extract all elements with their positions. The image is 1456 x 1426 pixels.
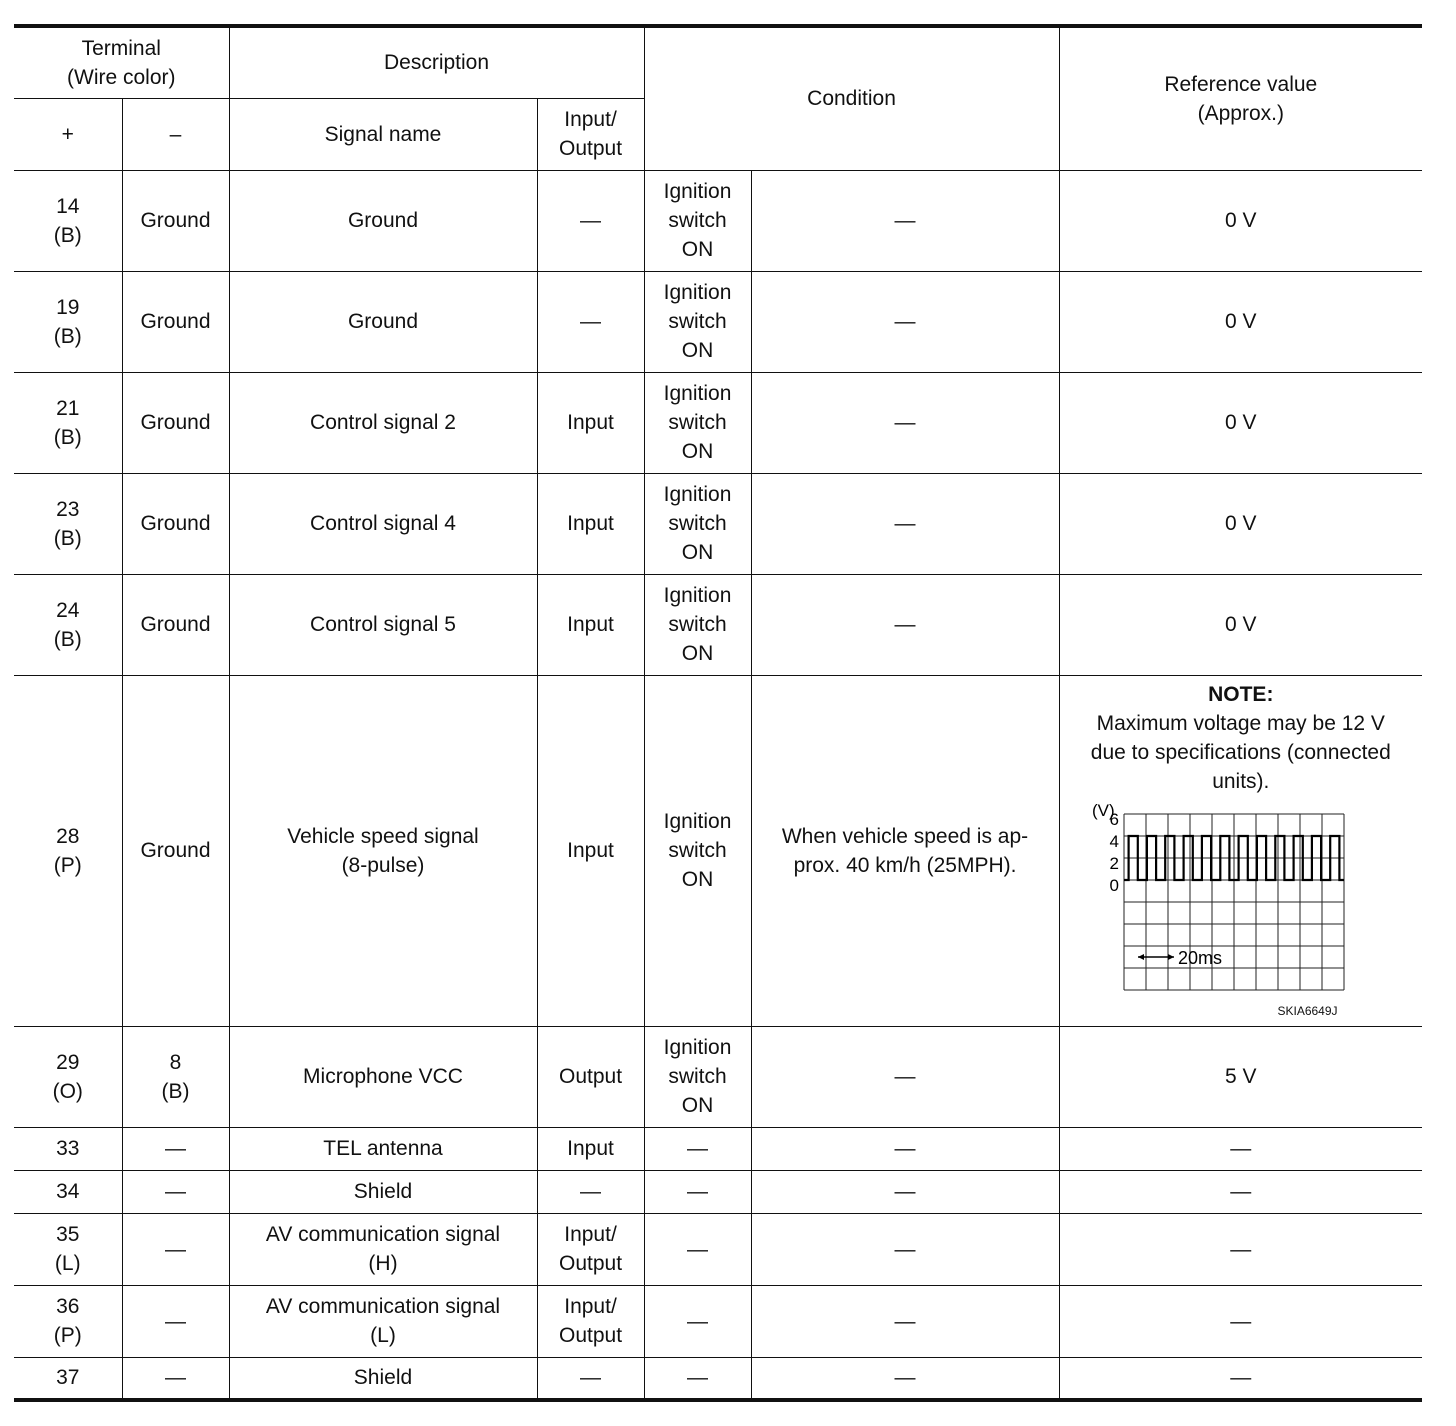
signal-name-cell: AV communication signal (L) bbox=[229, 1285, 537, 1357]
signal-name-header: Signal name bbox=[229, 98, 537, 170]
plus-terminal-cell: 34 bbox=[14, 1170, 122, 1213]
plus-terminal-cell: 14 (B) bbox=[14, 170, 122, 271]
signal-name-cell: Vehicle speed signal (8-pulse) bbox=[229, 675, 537, 1026]
minus-terminal-cell: — bbox=[122, 1213, 229, 1285]
input-output-cell: — bbox=[537, 170, 644, 271]
condition-cell: — bbox=[644, 1170, 751, 1213]
signal-name-cell: Ground bbox=[229, 271, 537, 372]
table-row bbox=[14, 1213, 1422, 1285]
description-header: Description bbox=[229, 26, 644, 98]
table-row bbox=[14, 271, 1422, 372]
arrow-head-icon bbox=[1138, 954, 1144, 960]
reference-value-cell: 0 V bbox=[1059, 574, 1422, 675]
input-output-cell: Input bbox=[537, 574, 644, 675]
reference-value-cell: — bbox=[1059, 1213, 1422, 1285]
plus-terminal-cell: 37 bbox=[14, 1357, 122, 1400]
condition-detail-cell: — bbox=[751, 170, 1059, 271]
condition-detail-cell: — bbox=[751, 1213, 1059, 1285]
plus-terminal-cell: 33 bbox=[14, 1127, 122, 1170]
reference-value-cell: 0 V bbox=[1059, 473, 1422, 574]
signal-name-cell: TEL antenna bbox=[229, 1127, 537, 1170]
minus-terminal-cell: Ground bbox=[122, 271, 229, 372]
input-output-cell: Input bbox=[537, 675, 644, 1026]
table-row bbox=[14, 170, 1422, 271]
signal-name-cell: Ground bbox=[229, 170, 537, 271]
input-output-header: Input/ Output bbox=[537, 98, 644, 170]
minus-terminal-header: – bbox=[122, 98, 229, 170]
input-output-cell: Input/ Output bbox=[537, 1285, 644, 1357]
note-text: due to specifications (connected bbox=[1090, 740, 1391, 764]
input-output-cell: — bbox=[537, 271, 644, 372]
condition-cell: Ignition switch ON bbox=[644, 675, 751, 1026]
condition-detail-cell: — bbox=[751, 574, 1059, 675]
plus-terminal-cell: 23 (B) bbox=[14, 473, 122, 574]
condition-detail-cell: — bbox=[751, 1026, 1059, 1127]
minus-terminal-cell: Ground bbox=[122, 574, 229, 675]
plus-terminal-cell: 36 (P) bbox=[14, 1285, 122, 1357]
condition-cell: Ignition switch ON bbox=[644, 170, 751, 271]
reference-value-cell bbox=[1059, 675, 1422, 1026]
signal-name-cell: Control signal 5 bbox=[229, 574, 537, 675]
signal-name-cell: Microphone VCC bbox=[229, 1026, 537, 1127]
minus-terminal-cell: Ground bbox=[122, 473, 229, 574]
condition-cell: — bbox=[644, 1357, 751, 1400]
minus-terminal-cell: — bbox=[122, 1285, 229, 1357]
note-text: units). bbox=[1212, 769, 1270, 793]
input-output-cell: — bbox=[537, 1357, 644, 1400]
reference-value-cell: — bbox=[1059, 1127, 1422, 1170]
condition-cell: — bbox=[644, 1213, 751, 1285]
y-tick-label: 0 bbox=[1109, 875, 1119, 895]
signal-name-cell: AV communication signal (H) bbox=[229, 1213, 537, 1285]
table-row bbox=[14, 473, 1422, 574]
axis-unit-label: (V) bbox=[1091, 801, 1115, 820]
table-row bbox=[14, 372, 1422, 473]
table-row bbox=[14, 1170, 1422, 1213]
minus-terminal-cell: — bbox=[122, 1357, 229, 1400]
time-scale-label: 20ms bbox=[1177, 947, 1222, 968]
waveform-figure bbox=[1066, 802, 1366, 1022]
table-row bbox=[14, 1357, 1422, 1400]
y-tick-label: 2 bbox=[1109, 853, 1119, 873]
minus-terminal-cell: Ground bbox=[122, 170, 229, 271]
condition-detail-cell: — bbox=[751, 1127, 1059, 1170]
reference-value-cell: — bbox=[1059, 1285, 1422, 1357]
table-row bbox=[14, 1285, 1422, 1357]
terminal-header: Terminal (Wire color) bbox=[14, 26, 229, 98]
condition-cell: — bbox=[644, 1285, 751, 1357]
minus-terminal-cell: Ground bbox=[122, 675, 229, 1026]
condition-cell: — bbox=[644, 1127, 751, 1170]
signal-name-cell: Control signal 4 bbox=[229, 473, 537, 574]
waveform-chart bbox=[1066, 802, 1366, 1022]
arrow-head-icon bbox=[1168, 954, 1174, 960]
input-output-cell: Input/ Output bbox=[537, 1213, 644, 1285]
condition-detail-cell: — bbox=[751, 1285, 1059, 1357]
condition-detail-cell: — bbox=[751, 1170, 1059, 1213]
condition-cell: Ignition switch ON bbox=[644, 372, 751, 473]
reference-value-cell: 5 V bbox=[1059, 1026, 1422, 1127]
note-title: NOTE: bbox=[1208, 682, 1274, 706]
minus-terminal-cell: — bbox=[122, 1127, 229, 1170]
signal-name-cell: Control signal 2 bbox=[229, 372, 537, 473]
plus-terminal-cell: 29 (O) bbox=[14, 1026, 122, 1127]
plus-terminal-cell: 24 (B) bbox=[14, 574, 122, 675]
condition-detail-cell: — bbox=[751, 1357, 1059, 1400]
y-tick-label: 4 bbox=[1109, 831, 1119, 851]
signal-name-cell: Shield bbox=[229, 1170, 537, 1213]
table-row bbox=[14, 675, 1422, 1026]
note-text: Maximum voltage may be 12 V bbox=[1096, 711, 1385, 735]
table-body bbox=[14, 170, 1422, 1400]
minus-terminal-cell: — bbox=[122, 1170, 229, 1213]
plus-terminal-cell: 21 (B) bbox=[14, 372, 122, 473]
figure-code: SKIA6649J bbox=[1277, 1003, 1338, 1018]
plus-terminal-header: + bbox=[14, 98, 122, 170]
y-tick-label: 6 bbox=[1109, 809, 1119, 829]
condition-detail-cell: — bbox=[751, 473, 1059, 574]
plus-terminal-cell: 35 (L) bbox=[14, 1213, 122, 1285]
condition-cell: Ignition switch ON bbox=[644, 473, 751, 574]
table-row bbox=[14, 1127, 1422, 1170]
plus-terminal-cell: 19 (B) bbox=[14, 271, 122, 372]
condition-detail-cell: When vehicle speed is ap- prox. 40 km/h (25MPH). bbox=[751, 675, 1059, 1026]
reference-value-cell: — bbox=[1059, 1170, 1422, 1213]
input-output-cell: — bbox=[537, 1170, 644, 1213]
reference-header: Reference value (Approx.) bbox=[1059, 26, 1422, 170]
signal-name-cell: Shield bbox=[229, 1357, 537, 1400]
terminal-spec-table bbox=[14, 24, 1422, 1402]
condition-detail-cell: — bbox=[751, 271, 1059, 372]
reference-value-cell: 0 V bbox=[1059, 372, 1422, 473]
input-output-cell: Input bbox=[537, 473, 644, 574]
condition-detail-cell: — bbox=[751, 372, 1059, 473]
minus-terminal-cell: Ground bbox=[122, 372, 229, 473]
condition-cell: Ignition switch ON bbox=[644, 1026, 751, 1127]
table-row bbox=[14, 1026, 1422, 1127]
reference-value-cell: — bbox=[1059, 1357, 1422, 1400]
input-output-cell: Input bbox=[537, 1127, 644, 1170]
table-row bbox=[14, 574, 1422, 675]
plus-terminal-cell: 28 (P) bbox=[14, 675, 122, 1026]
condition-cell: Ignition switch ON bbox=[644, 271, 751, 372]
input-output-cell: Input bbox=[537, 372, 644, 473]
minus-terminal-cell: 8 (B) bbox=[122, 1026, 229, 1127]
condition-header: Condition bbox=[644, 26, 1059, 170]
input-output-cell: Output bbox=[537, 1026, 644, 1127]
reference-value-cell: 0 V bbox=[1059, 271, 1422, 372]
reference-value-cell: 0 V bbox=[1059, 170, 1422, 271]
condition-cell: Ignition switch ON bbox=[644, 574, 751, 675]
